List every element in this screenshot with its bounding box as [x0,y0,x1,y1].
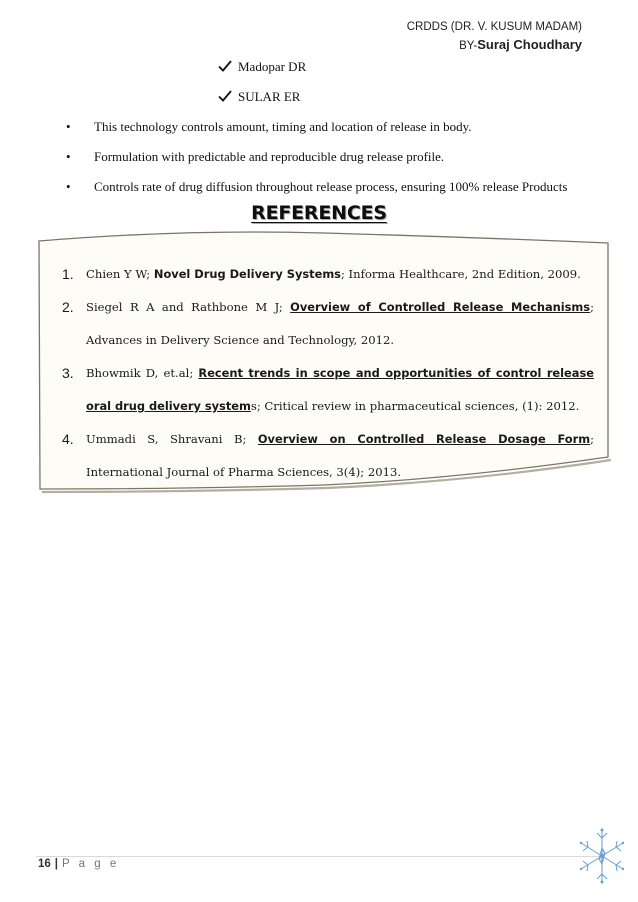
checklist-item [218,52,306,82]
bullet-list [66,112,567,202]
reference-title: Recent trends in scope and opportunities of control release oral drug delivery system [86,366,594,413]
reference-number: 2. [62,299,74,315]
bullet-item [66,172,567,202]
snowflake-icon [578,826,626,886]
bullet-text: Controls rate of drug diffusion throughout release process, ensuring 100% release Products [94,179,568,194]
references-list [62,258,594,489]
header-by-prefix: BY- [459,40,478,52]
reference-title: Overview on Controlled Release Dosage Form [257,432,591,446]
product-checklist [218,52,306,112]
reference-number: 4. [62,431,74,447]
reference-authors: Siegel R A and Rathbone M J; [86,300,291,314]
checklist-label: SULAR ER [238,89,301,104]
header-byline [407,36,582,55]
reference-title: Overview of Controlled Release Mechanisms [290,300,591,314]
reference-source: ; Informa Healthcare, 2nd Edition, 2009. [340,267,581,281]
page-number: 16 [38,858,51,870]
reference-item [62,258,594,291]
reference-item [62,357,594,423]
page-header [407,18,582,55]
header-course: CRDDS (DR. V. KUSUM MADAM) [406,21,582,33]
reference-authors: Bhowmik D, et.al; [86,366,199,380]
reference-text [86,291,594,357]
checklist-label: Madopar DR [238,59,307,74]
bullet-item [66,112,567,142]
footer-separator: | [54,858,59,870]
reference-source: s; Critical review in pharmaceutical sciences, (1): 2012. [250,399,580,413]
reference-number: 1. [62,266,74,282]
bullet-dot: • [66,119,71,134]
reference-authors: Ummadi S, Shravani B; [86,432,258,446]
checklist-item [218,82,306,112]
bullet-text: This technology controls amount, timing and location of release in body. [94,119,472,134]
page-label: P a g e [62,858,120,870]
reference-source: ; International Journal of Pharma Sciences, 3(4); 2013. [86,432,594,479]
bullet-item [66,142,567,172]
page-footer [38,858,119,870]
reference-text [86,423,594,489]
checkmark-icon [218,60,234,74]
reference-text [86,258,594,291]
reference-source: ; Advances in Delivery Science and Technology, 2012. [86,300,594,347]
bullet-dot: • [66,149,71,164]
checkmark-icon [218,90,234,104]
bullet-text: Formulation with predictable and reproducible drug release profile. [94,149,445,164]
reference-item [62,291,594,357]
reference-number: 3. [62,365,74,381]
reference-text [86,357,594,423]
header-author: Suraj Choudhary [477,37,582,52]
bullet-dot: • [66,179,71,194]
reference-title: Novel Drug Delivery Systems [153,267,341,281]
footer-divider [36,856,602,857]
reference-authors: Chien Y W; [86,267,154,281]
references-heading: REFERENCES [251,202,387,224]
reference-item [62,423,594,489]
